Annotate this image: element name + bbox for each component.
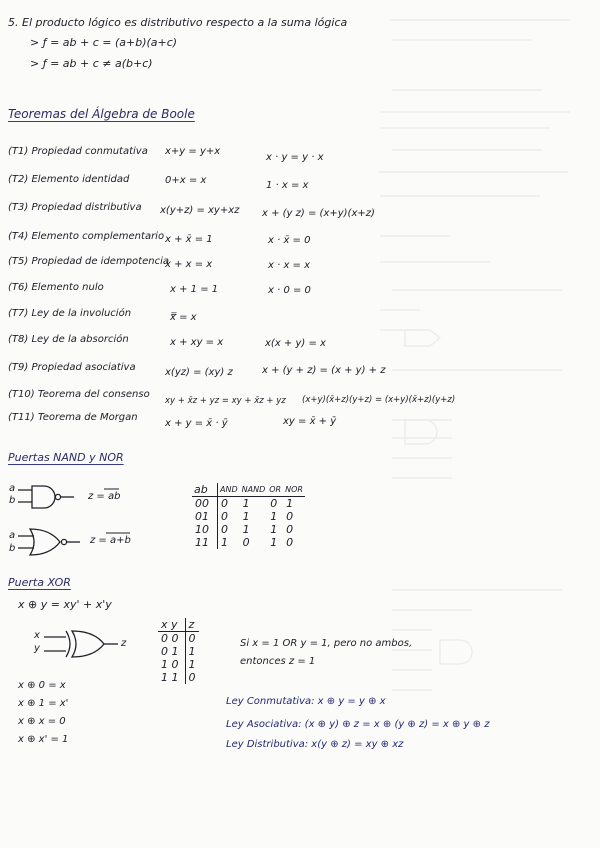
distributive-formula-a: > ƒ = ab + c = (a+b)(a+c) [30, 36, 178, 49]
nand-nor-heading: Puertas NAND y NOR [8, 451, 124, 464]
nand-input-b-label: b [9, 495, 16, 506]
nor-gate-symbol [14, 527, 84, 557]
xor-law-associative: Ley Asociativa: (x ⊕ y) ⊕ z = x ⊕ (y ⊕ z) = x ⊕ y ⊕ z [226, 719, 490, 730]
table-cell: 0 [286, 523, 294, 536]
col-header-xy: x y [158, 618, 185, 632]
theorem-formula-t8-sum: x + xy = x [170, 337, 224, 348]
table-row [192, 536, 305, 549]
xor-identity-2: x ⊕ x = 0 [18, 716, 66, 727]
col-header-and: AND [218, 483, 240, 497]
table-cell: 0 [286, 536, 294, 549]
theorem-label-t3: (T3) Propiedad distributiva [8, 202, 142, 213]
theorem-formula-t3-sum: x + (y z) = (x+y)(x+z) [262, 208, 375, 219]
theorem-formula-t4-product: x · x̄ = 0 [268, 235, 311, 246]
xor-heading: Puerta XOR [8, 576, 71, 589]
table-cell: 1 0 [158, 658, 185, 671]
theorem-formula-t6-sum: x + 1 = 1 [170, 284, 219, 295]
table-row [192, 510, 305, 523]
theorem-formula-t2-product: 1 · x = x [266, 180, 309, 191]
theorem-formula-t1-product: x · y = y · x [266, 152, 324, 163]
nand-nor-truth-table [192, 483, 305, 549]
table-cell: 0 [221, 497, 228, 510]
theorem-formula-t11-b: xy = x̄ + ȳ [283, 416, 337, 427]
theorem-label-t2: (T2) Elemento identidad [8, 174, 130, 185]
table-cell: 1 1 [158, 671, 185, 684]
theorem-label-t8: (T8) Ley de la absorción [8, 334, 129, 345]
col-header-nand: NAND [240, 483, 268, 497]
nand-equation: z = ab [88, 491, 121, 502]
theorem-formula-t8-product: x(x + y) = x [265, 338, 326, 349]
item-5-text: 5. El producto lógico es distributivo respecto a la suma lógica [8, 16, 348, 29]
theorem-label-t9: (T9) Propiedad asociativa [8, 362, 136, 373]
table-cell: 1 [188, 658, 196, 671]
theorem-formula-t3-product: x(y+z) = xy+xz [160, 205, 240, 216]
theorem-label-t10: (T10) Teorema del consenso [8, 389, 150, 400]
theorem-formula-t6-product: x · 0 = 0 [268, 285, 311, 296]
xor-identity-1: x ⊕ 1 = x' [18, 698, 69, 709]
theorem-formula-t7: x̿ = x [170, 312, 197, 323]
xor-input-x-label: x [34, 630, 40, 641]
xor-definition: x ⊕ y = xy' + x'y [18, 598, 112, 611]
theorem-label-t11: (T11) Teorema de Morgan [8, 412, 138, 423]
col-header-z: z [185, 618, 199, 632]
xor-law-commutative: Ley Conmutativa: x ⊕ y = y ⊕ x [226, 696, 386, 707]
xor-truth-table [158, 618, 199, 684]
theorem-formula-t4-sum: x + x̄ = 1 [165, 234, 213, 245]
nand-input-a-label: a [9, 483, 16, 494]
table-cell: 1 [270, 536, 278, 549]
theorem-formula-t10-product: (x+y)(x̄+z)(y+z) = (x+y)(x̄+z)(y+z) [302, 395, 456, 405]
theorem-formula-t9-sum: x + (y + z) = (x + y) + z [262, 365, 386, 376]
theorem-formula-t5-product: x · x = x [268, 260, 311, 271]
table-cell: 0 [221, 523, 228, 536]
theorem-formula-t2-sum: 0+x = x [165, 175, 207, 186]
theorem-formula-t5-sum: x + x = x [165, 259, 213, 270]
nor-input-b-label: b [9, 543, 16, 554]
nand-overline [88, 485, 128, 497]
table-cell: 00 [192, 497, 218, 511]
xor-identity-0: x ⊕ 0 = x [18, 680, 66, 691]
nor-input-a-label: a [9, 530, 16, 541]
table-cell: 0 [221, 510, 228, 523]
xor-gate-symbol [42, 629, 122, 661]
table-row [158, 632, 199, 646]
theorem-label-t1: (T1) Propiedad conmutativa [8, 146, 148, 157]
table-cell: 11 [192, 536, 218, 549]
table-cell: 10 [192, 523, 218, 536]
table-cell: 0 [188, 632, 196, 645]
theorem-label-t5: (T5) Propiedad de idempotencia [8, 256, 169, 267]
nor-equation: z = a+b [90, 535, 131, 546]
col-header-nor: NOR [283, 483, 305, 497]
table-row [192, 497, 305, 511]
theorem-formula-t10-sum: xy + x̄z + yz = xy + x̄z + yz [165, 396, 286, 406]
table-cell: 0 [286, 510, 294, 523]
table-header-row [192, 483, 305, 497]
table-cell: 1 [242, 523, 250, 536]
theorem-formula-t11-a: x + y = x̄ · ȳ [165, 418, 228, 429]
table-cell: 1 [270, 510, 278, 523]
table-cell: 0 [242, 536, 250, 549]
theorem-label-t4: (T4) Elemento complementario [8, 231, 165, 242]
table-row [158, 658, 199, 671]
table-row [192, 523, 305, 536]
table-cell: 0 0 [158, 632, 185, 646]
nor-overline [90, 529, 136, 541]
theorem-formula-t9-product: x(yz) = (xy) z [165, 367, 233, 378]
table-cell: 1 [221, 536, 228, 549]
table-cell: 0 [188, 671, 196, 684]
table-cell: 1 [270, 523, 278, 536]
xor-output-z-label: z [121, 638, 127, 649]
table-cell: 1 [286, 497, 294, 510]
xor-input-y-label: y [34, 643, 40, 654]
teoremas-heading: Teoremas del Álgebra de Boole [8, 107, 195, 121]
col-header-or: OR [267, 483, 283, 497]
table-row [158, 671, 199, 684]
theorem-formula-t1-sum: x+y = y+x [165, 146, 221, 157]
table-cell: 0 [270, 497, 278, 510]
xor-explanation-line-1: Si x = 1 OR y = 1, pero no ambos, [240, 638, 413, 649]
table-cell: 1 [242, 510, 250, 523]
col-header-ab: ab [192, 483, 218, 497]
table-header-row [158, 618, 199, 632]
xor-law-distributive: Ley Distributiva: x(y ⊕ z) = xy ⊕ xz [226, 739, 404, 750]
theorem-label-t7: (T7) Ley de la involución [8, 308, 132, 319]
table-cell: 1 [188, 645, 196, 658]
xor-identity-3: x ⊕ x' = 1 [18, 734, 69, 745]
theorem-label-t6: (T6) Elemento nulo [8, 282, 104, 293]
table-cell: 0 1 [158, 645, 185, 658]
nand-gate-symbol [14, 485, 78, 511]
distributive-formula-b: > ƒ = ab + c ≠ a(b+c) [30, 57, 153, 70]
xor-explanation-line-2: entonces z = 1 [240, 656, 316, 667]
table-cell: 01 [192, 510, 218, 523]
table-row [158, 645, 199, 658]
table-cell: 1 [242, 497, 250, 510]
